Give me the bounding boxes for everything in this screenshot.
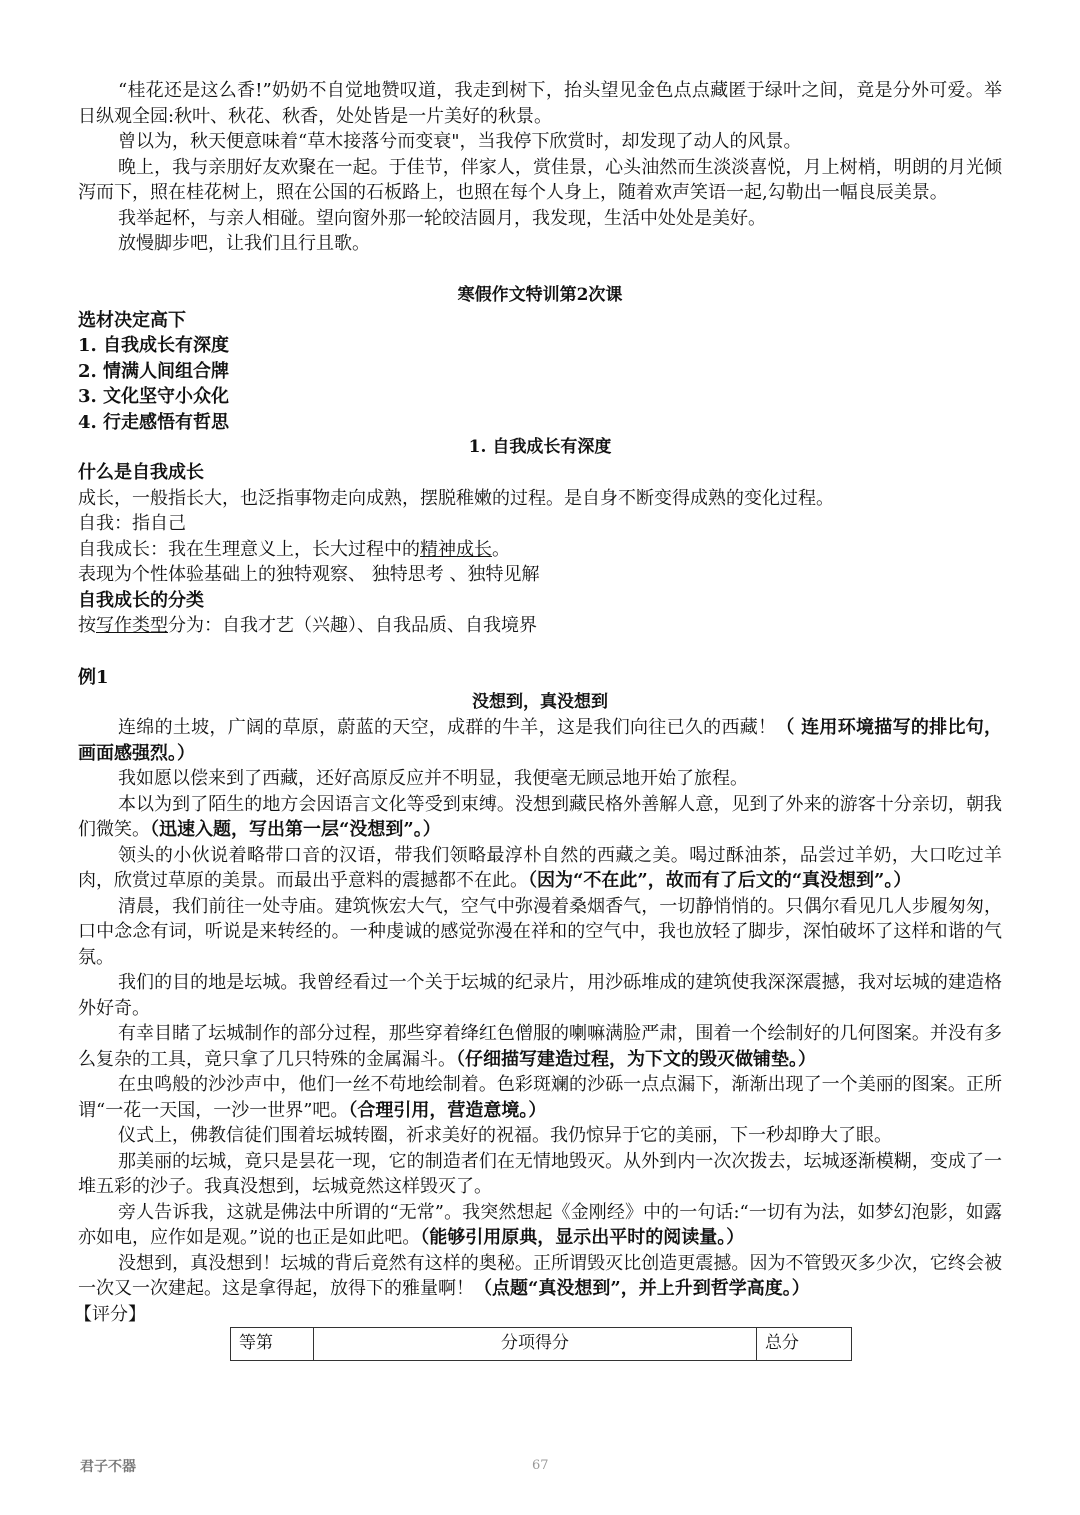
- underlined-term: 写作类型: [96, 615, 168, 636]
- definition-growth: 成长，一般指长大，也泛指事物走向成熟，摆脱稚嫩的过程。是自身不断变得成熟的变化过程。: [78, 487, 834, 509]
- document-page: [74, 78, 1003, 1361]
- page-number: 67: [532, 1458, 549, 1473]
- selection-item: 3. 文化坚守小众化: [78, 386, 230, 407]
- table-header-cell: 总分: [757, 1328, 852, 1361]
- essay-paragraph: 在虫鸣般的沙沙声中，他们一丝不苟地绘制着。色彩斑斓的沙砾一点点漏下，渐渐出现了一个美丽的图案。正所谓“一花一天国，一沙一世界”吧。（合理引用，营造意境。）: [78, 1074, 1002, 1121]
- class-heading: 自我成长的分类: [78, 589, 204, 611]
- table-row: [231, 1328, 852, 1361]
- annotation-note: （ 连用环境描写的排比句，画面感强烈。）: [78, 717, 1003, 764]
- intro-paragraph: 我举起杯，与亲人相碰。望向窗外那一轮皎洁圆月，我发现，生活中处处是美好。: [118, 207, 766, 229]
- annotation-note: （因为“不在此”，故而有了后文的“真没想到”。）: [528, 870, 912, 891]
- essay-paragraph: 清晨，我们前往一处寺庙。建筑恢宏大气，空气中弥漫着桑烟香气，一切静悄悄的。只偶尔看见几人步履匆匆，口中念念有词，听说是来转经的。一种虔诚的感觉弥漫在祥和的空气中，我也放轻了脚步，深怕破坏了这样和谐的气氛。: [78, 895, 1002, 968]
- essay-title: 没想到，真没想到: [472, 692, 608, 712]
- example-label: 例1: [78, 666, 109, 688]
- essay-paragraph: 本以为到了陌生的地方会因语言文化等受到束缚。没想到藏民格外善解人意，见到了外来的游客十分亲切，朝我们微笑。（迅速入题，写出第一层“没想到”。）: [78, 793, 1002, 840]
- annotation-note: （能够引用原典，显示出平时的阅读量。）: [420, 1227, 745, 1248]
- essay-paragraph: 我如愿以偿来到了西藏，还好高原反应并不明显，我便毫无顾忌地开始了旅程。: [118, 768, 748, 789]
- essay-body: [78, 715, 1002, 1302]
- selection-item: 4. 行走感悟有哲思: [78, 411, 230, 433]
- annotation-note: （仔细描写建造过程，为下文的毁灭做铺垫。）: [456, 1048, 816, 1070]
- intro-paragraph: 曾以为，秋天便意味着“草木接落兮而变衰"，当我停下欣赏时，却发现了动人的风景。: [118, 131, 802, 152]
- essay-paragraph: 我们的目的地是坛城。我曾经看过一个关于坛城的纪录片，用沙砾堆成的建筑使我深深震撼，我对坛城的建造格外好奇。: [78, 972, 1002, 1019]
- selection-item: 2. 情满人间组合牌: [78, 360, 230, 382]
- underlined-term: 精神成长: [420, 538, 492, 560]
- definition-self-growth: 自我成长：我在生理意义上，长大过程中的精神成长。: [78, 538, 510, 560]
- footer-brand: 君子不器: [80, 1459, 136, 1475]
- essay-paragraph: 没想到，真没想到！坛城的背后竟然有这样的奥秘。正所谓毁灭比创造更震撼。因为不管毁灭多少次，它终会被一次又一次建起。这是拿得起，放得下的雅量啊！（点题“真没想到”，并上升到哲学高度。）: [78, 1252, 1002, 1299]
- lesson-title: 寒假作文特训第2次课: [457, 284, 623, 305]
- definition-manifest: 表现为个性体验基础上的独特观察、 独特思考 、独特见解: [78, 564, 540, 585]
- essay-paragraph: 仪式上，佛教信徒们围着坛城转圈，祈求美好的祝福。我仍惊异于它的美丽，下一秒却睁大了眼。: [118, 1125, 892, 1146]
- intro-paragraph: 放慢脚步吧，让我们且行且歌。: [118, 233, 370, 254]
- essay-paragraph: 连绵的土坡，广阔的草原，蔚蓝的天空，成群的牛羊，这是我们向往已久的西藏！（ 连用环境描写的排比句，画面感强烈。）: [78, 717, 1003, 764]
- intro-section: [78, 78, 1002, 257]
- table-header-cell: 等第: [231, 1328, 314, 1361]
- annotation-note: （迅速入题，写出第一层“没想到”。）: [150, 819, 441, 840]
- essay-paragraph: 那美丽的坛城，竟只是昙花一现，它的制造者们在无情地毁灭。从外到内一次次拨去，坛城逐渐模糊，变成了一堆五彩的沙子。我真没想到，坛城竟然这样毁灭了。: [78, 1150, 1002, 1197]
- section-title: 1. 自我成长有深度: [468, 437, 612, 457]
- rating-label: 【评分】: [74, 1303, 146, 1325]
- essay-paragraph: 旁人告诉我，这就是佛法中所谓的“无常”。我突然想起《金刚经》中的一句话:“一切有为法，如梦幻泡影，如露亦如电，应作如是观。”说的也正是如此吧。（能够引用原典，显示出平时的阅读量。）: [78, 1201, 1002, 1248]
- annotation-note: （点题“真没想到”，并上升到哲学高度。）: [474, 1278, 810, 1299]
- essay-paragraph: 领头的小伙说着略带口音的汉语，带我们领略最淳朴自然的西藏之美。喝过酥油茶，品尝过羊奶，大口吃过羊肉，欣赏过草原的美景。而最出乎意料的震撼都不在此。（因为“不在此”，故而有了后文的“真没想到”。）: [78, 844, 1002, 891]
- intro-paragraph: 晚上，我与亲朋好友欢聚在一起。于佳节，伴家人，赏佳景，心头油然而生淡淡喜悦，月上树梢，明朗的月光倾泻而下，照在桂花树上，照在公国的石板路上，也照在每个人身上，随着欢声笑语一起,勾勒出一幅良辰美景。: [78, 156, 1002, 203]
- class-line: 按写作类型分为：自我才艺（兴趣）、自我品质、自我境界: [78, 615, 537, 636]
- table-header-cell: 分项得分: [314, 1328, 757, 1361]
- intro-paragraph: “桂花还是这么香!”奶奶不自觉地赞叹道，我走到树下，抬头望见金色点点藏匿于绿叶之间，竟是分外可爱。举日纵观全园:秋叶、秋花、秋香，处处皆是一片美好的秋景。: [78, 80, 1002, 127]
- grading-table: [230, 1327, 852, 1361]
- definition-self: 自我：指自己: [78, 513, 186, 534]
- selection-item: 1. 自我成长有深度: [78, 335, 230, 356]
- essay-paragraph: 有幸目睹了坛城制作的部分过程，那些穿着绛红色僧服的喇嘛满脸严肃，围着一个绘制好的几何图案。并没有多么复杂的工具，竟只拿了几只特殊的金属漏斗。（仔细描写建造过程，为下文的毁灭做铺垫。）: [78, 1023, 1002, 1070]
- selection-heading: 选材决定高下: [78, 309, 186, 331]
- annotation-note: （合理引用，营造意境。）: [348, 1099, 547, 1121]
- what-heading: 什么是自我成长: [78, 462, 204, 483]
